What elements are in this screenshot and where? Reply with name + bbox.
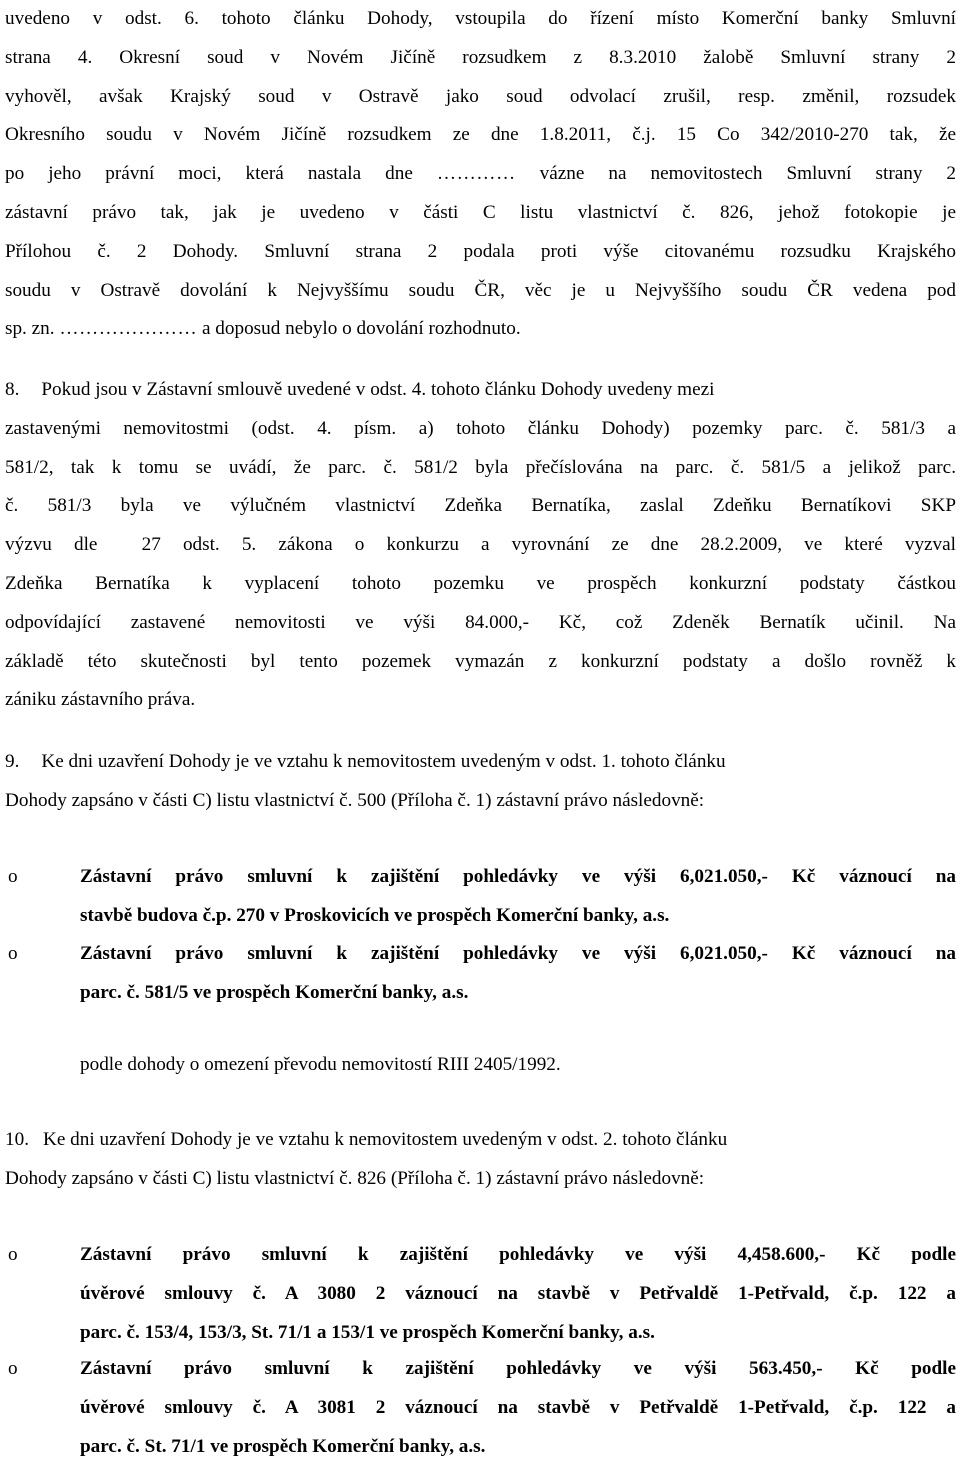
bullet-marker: o xyxy=(8,943,18,964)
text-line: stavbě budova č.p. 270 v Proskovicích ve prospěch Komerční banky, a.s. xyxy=(80,904,670,926)
text-line: soudu v Ostravě dovolání k Nejvyššímu soudu ČR, věc je u Nejvyššího soudu ČR vedena pod xyxy=(5,279,956,301)
text-line: zastavenými nemovitostmi (odst. 4. písm. a) tohoto článku Dohody) pozemky parc. č. 581/3 a xyxy=(5,417,956,439)
item-number: 9. xyxy=(5,751,20,772)
bullet-marker: o xyxy=(8,1244,18,1265)
text-line: č. 581/3 byla ve výlučném vlastnictví Zdeňka Bernatíka, zaslal Zdeňku Bernatíkovi SKP xyxy=(5,495,956,517)
item-number: 8. xyxy=(5,379,20,400)
text-line: 8. Pokud jsou v Zástavní smlouvě uvedené v odst. 4. tohoto článku Dohody uvedeny mezi xyxy=(5,379,715,400)
text-line: vyhověl, avšak Krajský soud v Ostravě jako soud odvolací zrušil, resp. změnil, rozsudek xyxy=(5,85,956,107)
text-line: základě této skutečnosti byl tento pozemek vymazán z konkurzní podstaty a došlo rovněž k xyxy=(5,650,956,672)
text-line: po jeho právní moci, která nastala dne ………… vázne na nemovitostech Smluvní strany 2 xyxy=(5,163,957,185)
paragraph-9 xyxy=(5,743,956,821)
lien-entry xyxy=(80,1236,956,1352)
text-line: 10. Ke dni uzavření Dohody je ve vztahu k nemovitostem uvedeným v odst. 2. tohoto článku xyxy=(5,1129,728,1150)
bullet-marker: o xyxy=(8,866,18,887)
text-line: zániku zástavního práva. xyxy=(5,689,196,711)
text-line: Okresního soudu v Novém Jičíně rozsudkem ze dne 1.8.2011, č.j. 15 Co 342/2010-270 tak, že xyxy=(5,124,956,146)
text-line: Dohody zapsáno v části C) listu vlastnictví č. 826 (Příloha č. 1) zástavní právo následovně: xyxy=(5,1167,705,1189)
lien-entry xyxy=(80,858,956,936)
text-line: Zástavní právo smluvní k zajištění pohledávky ve výši 4,458.600,- Kč podle xyxy=(80,1244,956,1265)
paragraph-7 xyxy=(5,0,956,349)
note-line xyxy=(80,1046,956,1085)
text-line: Dohody zapsáno v části C) listu vlastnictví č. 500 (Příloha č. 1) zástavní právo následovně: xyxy=(5,789,705,811)
text-line: parc. č. 153/4, 153/3, St. 71/1 a 153/1 ve prospěch Komerční banky, a.s. xyxy=(80,1321,655,1343)
text-line: odpovídající zastavené nemovitosti ve výši 84.000,- Kč, což Zdeněk Bernatík učinil. Na xyxy=(5,611,956,633)
text-line: 9. Ke dni uzavření Dohody je ve vztahu k nemovitostem uvedeným v odst. 1. tohoto článku xyxy=(5,751,726,772)
text-line: Přílohou č. 2 Dohody. Smluvní strana 2 podala proti výše citovanému rozsudku Krajského xyxy=(5,240,956,262)
blank-reference: ………………… xyxy=(59,318,198,340)
text-line: parc. č. St. 71/1 ve prospěch Komerční banky, a.s. xyxy=(80,1435,486,1457)
text-line: úvěrové smlouvy č. A 3081 2 váznoucí na stavbě v Petřvaldě 1-Petřvald, č.p. 122 a xyxy=(80,1396,956,1418)
paragraph-8 xyxy=(5,371,956,720)
text-line: parc. č. 581/5 ve prospěch Komerční banky, a.s. xyxy=(80,981,469,1003)
item-number: 10. xyxy=(5,1129,29,1150)
text-line: podle dohody o omezení převodu nemovitostí RIII 2405/1992. xyxy=(80,1054,561,1075)
text-line: sp. zn. ………………… a doposud nebylo o dovolání rozhodnuto. xyxy=(5,318,521,340)
lien-entry xyxy=(80,935,956,1013)
text-line: Zástavní právo smluvní k zajištění pohledávky ve výši 563.450,- Kč podle xyxy=(80,1358,956,1379)
text-line: zástavní právo tak, jak je uvedeno v části C listu vlastnictví č. 826, jehož fotokopie je xyxy=(5,201,956,223)
text-line: uvedeno v odst. 6. tohoto článku Dohody, vstoupila do řízení místo Komerční banky Smluvní xyxy=(5,8,956,29)
bullet-marker: o xyxy=(8,1358,18,1379)
text-line: strana 4. Okresní soud v Novém Jičíně rozsudkem z 8.3.2010 žalobě Smluvní strany 2 xyxy=(5,46,956,68)
text-line: Zástavní právo smluvní k zajištění pohledávky ve výši 6,021.050,- Kč váznoucí na xyxy=(80,866,956,887)
paragraph-10 xyxy=(5,1121,956,1199)
text-line: výzvu dle 27 odst. 5. zákona o konkurzu a vyrovnání ze dne 28.2.2009, ve které vyzval xyxy=(5,534,956,556)
text-line: Zdeňka Bernatíka k vyplacení tohoto pozemku ve prospěch konkurzní podstaty částkou xyxy=(5,572,956,594)
text-line: Zástavní právo smluvní k zajištění pohledávky ve výši 6,021.050,- Kč váznoucí na xyxy=(80,943,956,964)
blank-date: ………… xyxy=(436,163,516,185)
lien-entry xyxy=(80,1350,956,1466)
text-line: 581/2, tak k tomu se uvádí, že parc. č. 581/2 byla přečíslována na parc. č. 581/5 a jelikož parc. xyxy=(5,456,956,478)
text-line: úvěrové smlouvy č. A 3080 2 váznoucí na stavbě v Petřvaldě 1-Petřvald, č.p. 122 a xyxy=(80,1282,956,1304)
